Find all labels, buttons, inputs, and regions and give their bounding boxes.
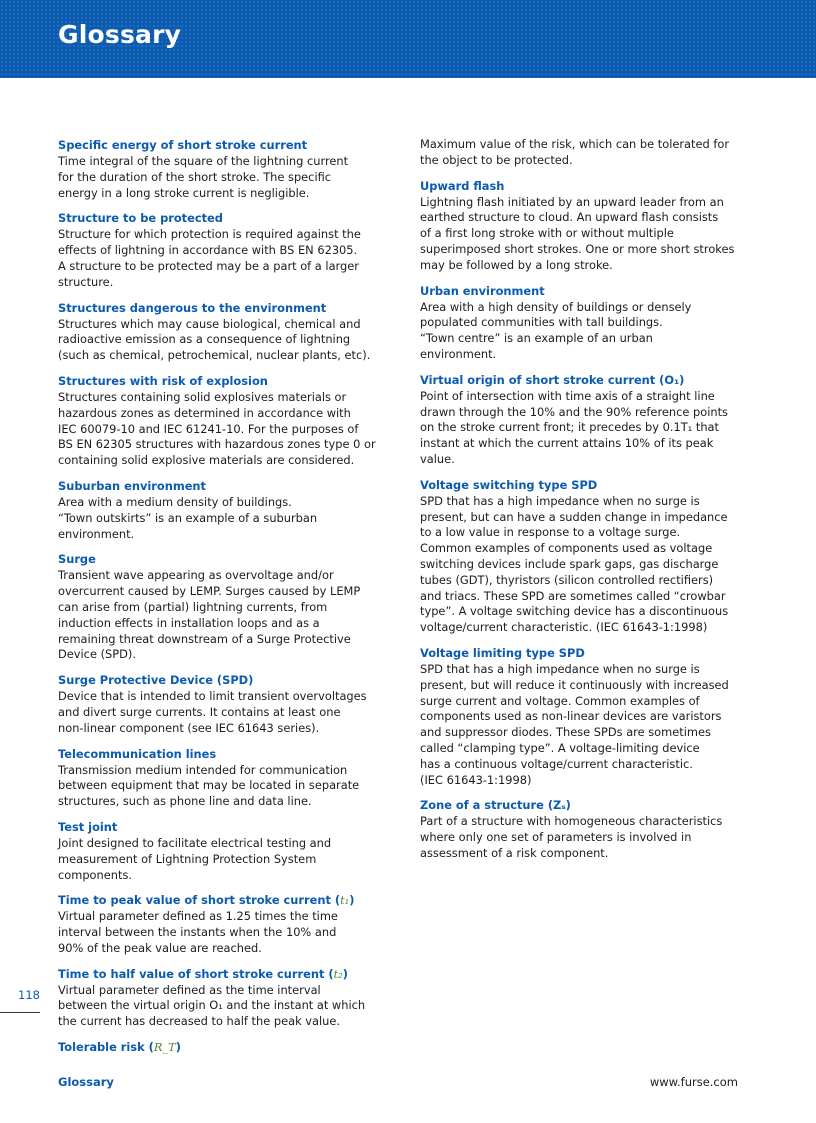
glossary-term: Surge [58, 552, 96, 567]
glossary-term [58, 892, 380, 908]
glossary-definition: Transient wave appearing as overvoltage and/or overcurrent caused by LEMP. Surges caused by LEMP can arise from (partial) lightning currents, from induction effects in installation loops and as a remaining threat downstream of a Surge Protective Device (SPD). [58, 568, 361, 662]
glossary-term-symbol: t₁ [340, 893, 350, 908]
glossary-entry [420, 372, 742, 468]
glossary-term: Voltage limiting type SPD [420, 645, 585, 660]
glossary-term: Urban environment [420, 283, 545, 298]
glossary-entry [58, 551, 380, 663]
glossary-term-text: Time to peak value of short stroke current ( [58, 893, 341, 908]
glossary-entry [58, 672, 380, 736]
page-title: Glossary [58, 20, 182, 49]
glossary-definition: Maximum value of the risk, which can be tolerated for the object to be protected. [420, 137, 730, 167]
glossary-definition: Time integral of the square of the lightning current for the duration of the short stroke. The specific energy in a long stroke current is negligible. [58, 154, 349, 200]
glossary-entry [58, 819, 380, 883]
glossary-entry [58, 746, 380, 810]
glossary-definition: Device that is intended to limit transient overvoltages and divert surge currents. It contains at least one non-linear component (see IEC 61643 series). [58, 689, 367, 735]
glossary-term: Specific energy of short stroke current [58, 138, 308, 152]
glossary-definition: Part of a structure with homogeneous characteristics where only one set of parameters is involved in assessment of a risk component. [420, 814, 723, 860]
glossary-entry [58, 966, 380, 1030]
glossary-definition: Structure for which protection is required against the effects of lightning in accordance with BS EN 62305. A structure to be protected may be a part of a larger structure. [58, 227, 361, 289]
glossary-definition: Joint designed to facilitate electrical testing and measurement of Lightning Protection System components. [58, 835, 332, 882]
glossary-term: Telecommunication lines [58, 746, 217, 761]
page-header-band [0, 0, 816, 78]
footer-website: www.furse.com [649, 1075, 738, 1089]
glossary-entry [58, 210, 380, 290]
glossary-term: Test joint [58, 819, 118, 834]
glossary-term-text: Tolerable risk ( [58, 1040, 154, 1055]
glossary-term-close: ) [349, 893, 355, 908]
glossary-definition: Lightning flash initiated by an upward leader from an earthed structure to cloud. An upward flash consists of a first long stroke with or without multiple superimposed short strokes. One or more short strokes may be followed by a long stroke. [420, 194, 735, 272]
glossary-entry [58, 1039, 380, 1055]
glossary-term: Structures dangerous to the environment [58, 300, 327, 315]
glossary-term: Surge Protective Device (SPD) [58, 673, 254, 688]
glossary-entry [58, 300, 380, 364]
page-number: 118 [18, 988, 40, 1002]
glossary-definition: SPD that has a high impedance when no surge is present, but will reduce it continuously with increased surge current and voltage. Common examples of components used as non-linear devices are varistors and suppressor diodes. These SPDs are sometimes called “clamping type”. A voltage-limiting device has a continuous voltage/current characteristic. (IEC 61643-1:1998) [420, 661, 729, 787]
glossary-entry [58, 373, 380, 469]
glossary-term-close: ) [342, 966, 348, 981]
glossary-entry [420, 477, 742, 636]
glossary-term: Upward flash [420, 178, 505, 193]
glossary-term-text: Time to half value of short stroke current ( [58, 966, 334, 981]
glossary-definition: Virtual parameter defined as the time interval between the virtual origin O₁ and the instant at which the current has decreased to half the peak value. [58, 982, 366, 1029]
glossary-definition: Transmission medium intended for communication between equipment that may be located in separate structures, such as phone line and data line. [58, 762, 360, 809]
glossary-entry [420, 178, 742, 274]
glossary-term [58, 1039, 380, 1055]
glossary-entry [420, 283, 742, 363]
glossary-term [58, 966, 380, 982]
glossary-term: Structure to be protected [58, 211, 223, 226]
glossary-entry-continued [420, 137, 742, 169]
glossary-entry [420, 645, 742, 788]
glossary-entry [58, 137, 380, 201]
glossary-term: Zone of a structure (Zₛ) [420, 798, 571, 813]
glossary-definition: Structures containing solid explosives materials or hazardous zones as determined in accordance with IEC 60079-10 and IEC 61241-10. For the purposes of BS EN 62305 structures with hazardous zones type 0 or containing solid explosive materials are considered. [58, 389, 376, 468]
glossary-right-column [420, 137, 742, 871]
glossary-definition: Area with a medium density of buildings. “Town outskirts” is an example of a suburban environment. [58, 494, 318, 541]
glossary-definition: Point of intersection with time axis of a straight line drawn through the 10% and the 90% reference points on the stroke current front; it precedes by 0.1T₁ that instant at which the current attains 10% of its peak value. [420, 388, 728, 466]
glossary-term: Structures with risk of explosion [58, 373, 268, 388]
glossary-definition: SPD that has a high impedance when no surge is present, but can have a sudden change in impedance to a low value in response to a voltage surge. Common examples of components used as voltage switching devices include spark gaps, gas discharge tubes (GDT), thyristors (silicon controlled rectifiers) and triacs. These SPD are sometimes called “crowbar type”. A voltage switching device has a discontinuous voltage/current characteristic. (IEC 61643-1:1998) [420, 493, 729, 635]
glossary-term-close: ) [175, 1040, 181, 1055]
glossary-definition: Area with a high density of buildings or densely populated communities with tall buildings. “Town centre” is an example of an urban environment. [420, 299, 692, 361]
glossary-term-symbol: R_T [153, 1040, 176, 1055]
glossary-term-symbol: t₂ [333, 966, 343, 981]
page-number-rule [0, 1012, 40, 1013]
glossary-definition: Structures which may cause biological, chemical and radioactive emission as a consequence of lightning (such as chemical, petrochemical, nuclear plants, etc). [58, 316, 371, 363]
glossary-definition: Virtual parameter defined as 1.25 times the time interval between the instants when the 10% and 90% of the peak value are reached. [58, 909, 338, 955]
glossary-entry [58, 892, 380, 956]
footer-section-label: Glossary [58, 1075, 114, 1089]
glossary-entry [420, 797, 742, 861]
glossary-term: Virtual origin of short stroke current (O₁) [420, 372, 685, 387]
glossary-entry [58, 478, 380, 542]
glossary-term: Suburban environment [58, 478, 206, 493]
glossary-left-column [58, 137, 380, 1064]
glossary-term: Voltage switching type SPD [420, 477, 598, 492]
